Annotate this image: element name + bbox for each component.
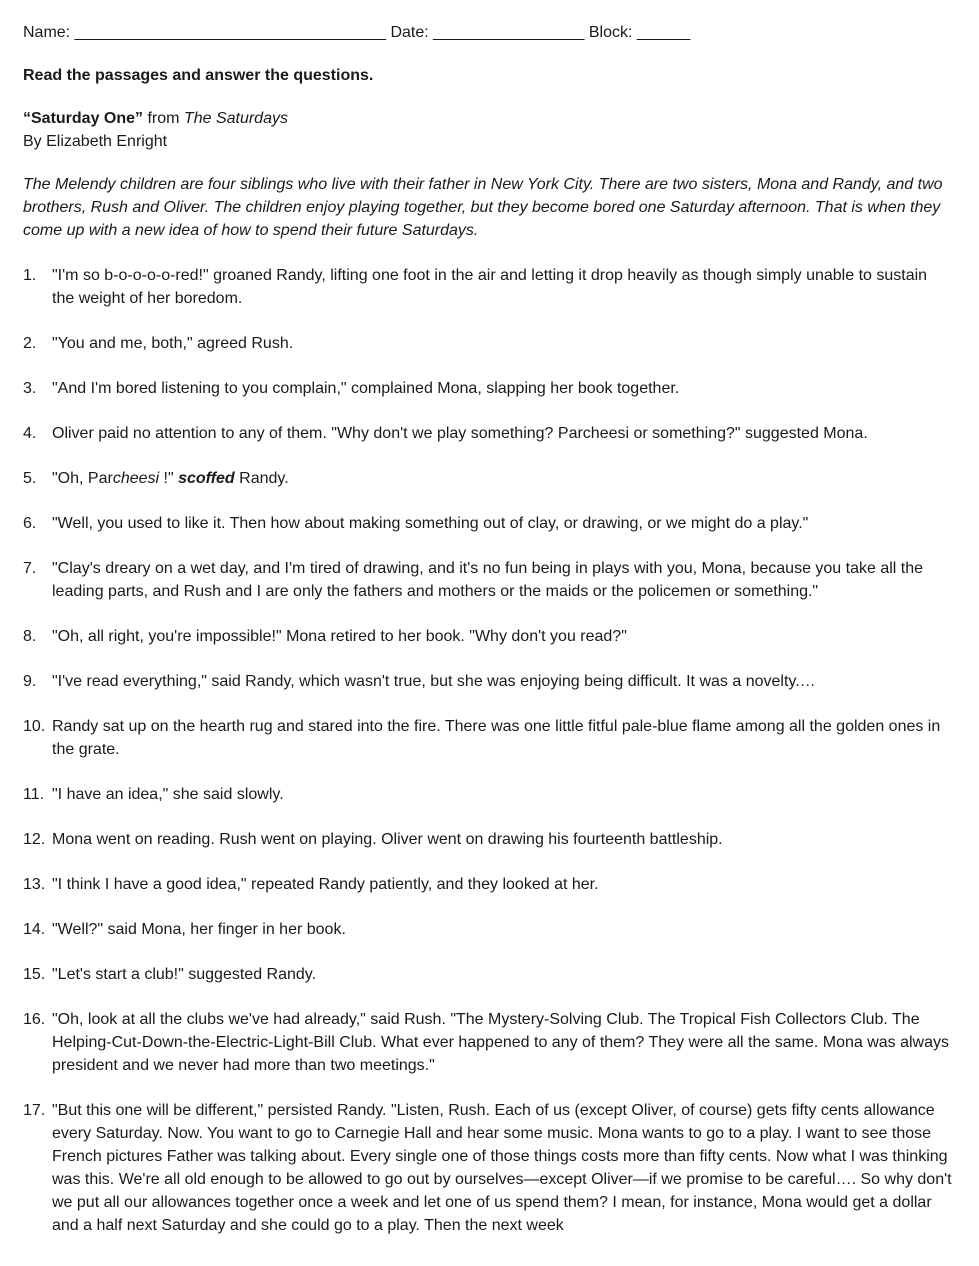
paragraph-item — [23, 715, 953, 761]
story-title-block — [23, 107, 953, 153]
paragraph-text: "Oh, all right, you're impossible!" Mona retired to her book. "Why don't you read?" — [52, 628, 627, 645]
story-title-line — [23, 107, 953, 130]
book-title: The Saturdays — [183, 110, 288, 127]
passage-paragraphs — [23, 264, 953, 1237]
paragraph-number: 8. — [23, 628, 37, 645]
paragraph-item — [23, 264, 953, 310]
paragraph-text: "I have an idea," she said slowly. — [52, 786, 284, 803]
from-word: from — [143, 110, 184, 127]
paragraph-item — [23, 1008, 953, 1077]
intro-paragraph: The Melendy children are four siblings who live with their father in New York City. There are two sisters, Mona and Randy, and two brothers, Rush and Oliver. The children enjoy playing together, but they become bored one Saturday afternoon. That is when they come up with a new idea of how to spend their future Saturdays. — [23, 176, 943, 239]
paragraph-number: 15. — [23, 966, 46, 983]
paragraph-text: "Well, you used to like it. Then how about making something out of clay, or drawing, or we might do a play." — [52, 515, 809, 532]
paragraph-text: "Well?" said Mona, her finger in her book. — [52, 921, 346, 938]
paragraph-number: 5. — [23, 470, 37, 487]
paragraph-item — [23, 625, 953, 648]
worksheet-page — [23, 21, 953, 1259]
text-segment: !" — [159, 470, 179, 487]
paragraph-text: Mona went on reading. Rush went on playing. Oliver went on drawing his fourteenth battleship. — [52, 831, 723, 848]
instructions: Read the passages and answer the questions. — [23, 67, 374, 84]
paragraph-item — [23, 918, 953, 941]
story-title: “Saturday One” — [23, 110, 144, 127]
text-segment: "Oh, Par — [52, 470, 113, 487]
paragraph-item — [23, 670, 953, 693]
paragraph-text: Oliver paid no attention to any of them. "Why don't we play something? Parcheesi or something?" suggested Mona. — [52, 425, 868, 442]
paragraph-text: "I think I have a good idea," repeated Randy patiently, and they looked at her. — [52, 876, 599, 893]
paragraph-text: "And I'm bored listening to you complain," complained Mona, slapping her book together. — [52, 380, 680, 397]
paragraph-item — [23, 332, 953, 355]
paragraph-number: 17. — [23, 1102, 46, 1119]
paragraph-number: 7. — [23, 560, 37, 577]
paragraph-item — [23, 963, 953, 986]
paragraph-text: "I've read everything," said Randy, which wasn't true, but she was enjoying being difficult. It was a novelty.… — [52, 673, 816, 690]
paragraph-item — [23, 1099, 953, 1237]
paragraph-number: 10. — [23, 718, 46, 735]
paragraph-number: 14. — [23, 921, 46, 938]
paragraph-text: "Oh, look at all the clubs we've had already," said Rush. "The Mystery-Solving Club. The Tropical Fish Collectors Club. The Helping-Cut-Down-the-Electric-Light-Bill Club. What ever happened to any of them? They were all the same. Mona was always president and we never had more than two meetings." — [52, 1011, 950, 1074]
paragraph-number: 11. — [23, 786, 45, 803]
paragraph-text: "You and me, both," agreed Rush. — [52, 335, 294, 352]
paragraph-number: 9. — [23, 673, 37, 690]
paragraph-item — [23, 377, 953, 400]
paragraph-number: 12. — [23, 831, 46, 848]
paragraph-number: 13. — [23, 876, 46, 893]
paragraph-number: 2. — [23, 335, 37, 352]
byline: By Elizabeth Enright — [23, 133, 168, 150]
vocabulary-word-scoffed: scoffed — [178, 470, 235, 487]
text-segment: Randy. — [234, 470, 289, 487]
paragraph-text — [52, 467, 953, 490]
paragraph-text: "I'm so b-o-o-o-o-red!" groaned Randy, lifting one foot in the air and letting it drop heavily as though simply unable to sustain the weight of her boredom. — [52, 267, 928, 307]
paragraph-item — [23, 873, 953, 896]
paragraph-item — [23, 828, 953, 851]
paragraph-number: 16. — [23, 1011, 46, 1028]
paragraph-number: 3. — [23, 380, 37, 397]
name-date-block-line: Name: ___________________________________ Date: _________________ Block: ______ — [23, 24, 691, 41]
paragraph-item — [23, 467, 953, 490]
paragraph-text: Randy sat up on the hearth rug and stared into the fire. There was one little fitful pale-blue flame among all the golden ones in the grate. — [52, 718, 941, 758]
paragraph-item — [23, 512, 953, 535]
italic-word: cheesi — [112, 470, 160, 487]
paragraph-number: 1. — [23, 267, 37, 284]
paragraph-item — [23, 557, 953, 603]
paragraph-item — [23, 783, 953, 806]
paragraph-number: 6. — [23, 515, 37, 532]
paragraph-item — [23, 422, 953, 445]
paragraph-number: 4. — [23, 425, 37, 442]
paragraph-text: "Let's start a club!" suggested Randy. — [52, 966, 317, 983]
paragraph-text: "But this one will be different," persisted Randy. "Listen, Rush. Each of us (except Oliver, of course) gets fifty cents allowance every Saturday. Now. You want to go to Carnegie Hall and hear some music. Mona wants to go to a play. I want to see those French pictures Father was talking about. Every single one of those things costs more than fifty cents. Now what I was thinking was this. We're all old enough to be allowed to go out by ourselves—except Oliver—if we promise to be careful…. So why don't we put all our allowances together once a week and let one of us spend them? I mean, for instance, Mona would get a dollar and a half next Saturday and she could go to a play. Then the next week — [52, 1102, 952, 1234]
paragraph-text: "Clay's dreary on a wet day, and I'm tired of drawing, and it's no fun being in plays with you, Mona, because you take all the leading parts, and Rush and I are only the fathers and mothers or the maids or the policemen or something." — [52, 560, 924, 600]
